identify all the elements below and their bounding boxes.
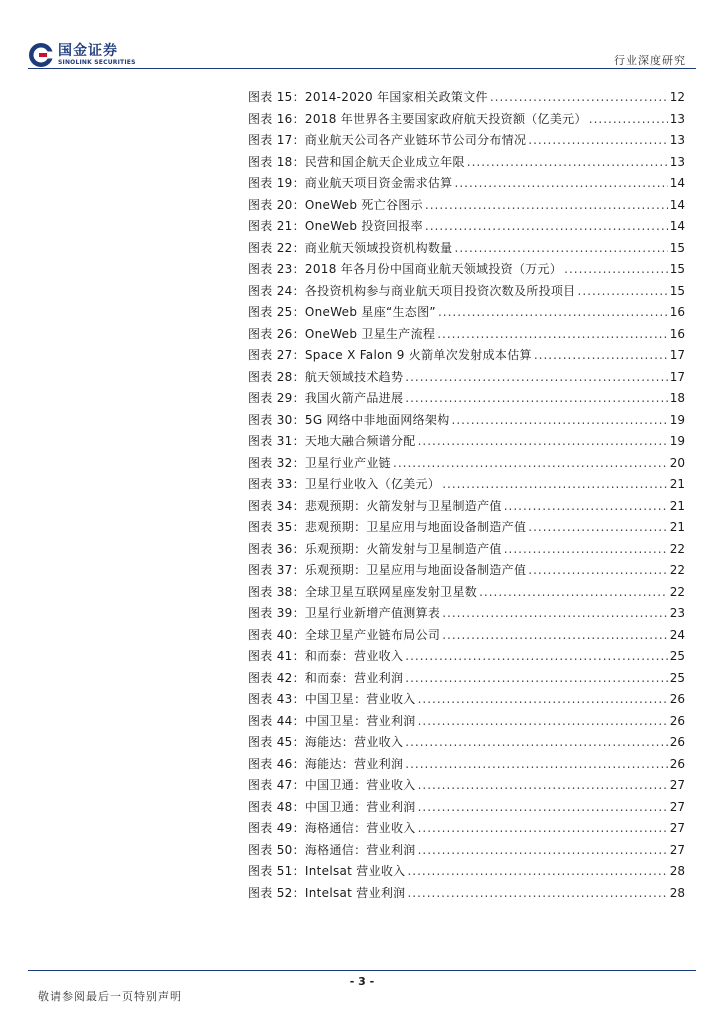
toc-entry-title: 图表 17：商业航天公司各产业链环节公司分布情况: [248, 133, 527, 147]
toc-entry[interactable]: [248, 583, 685, 605]
logo-chinese-name: 国金证券: [58, 42, 118, 59]
toc-entry-title: 图表 43：中国卫星：营业收入: [248, 692, 416, 706]
toc-entry-page: 17: [669, 348, 685, 362]
toc-leader-dots: [534, 348, 668, 362]
toc-leader-dots: [589, 112, 668, 126]
toc-entry-title: 图表 16：2018 年世界各主要国家政府航天投资额（亿美元）: [248, 111, 587, 126]
toc-entry-page: 27: [669, 821, 685, 835]
toc-entry-title: 图表 34：悲观预期：火箭发射与卫星制造产值: [248, 498, 502, 513]
toc-entry-page: 20: [669, 455, 685, 470]
toc-entry-title: 图表 27：Space X Falon 9 火箭单次发射成本估算: [248, 348, 532, 362]
toc-entry-page: 15: [669, 283, 685, 298]
toc-leader-dots: [405, 391, 667, 405]
toc-entry[interactable]: [248, 819, 685, 841]
toc-leader-dots: [479, 585, 668, 599]
toc-entry[interactable]: [248, 497, 685, 519]
toc-entry-page: 27: [669, 842, 685, 857]
toc-leader-dots: [418, 821, 668, 835]
toc-entry[interactable]: [248, 196, 685, 218]
toc-entry-title: 图表 18：民营和国企航天企业成立年限: [248, 154, 465, 169]
toc-entry[interactable]: [248, 325, 685, 347]
toc-entry-page: 19: [669, 434, 685, 448]
toc-entry[interactable]: [248, 475, 685, 497]
toc-entry[interactable]: [248, 798, 685, 820]
toc-entry-page: 13: [669, 111, 685, 126]
toc-entry[interactable]: [248, 518, 685, 540]
toc-entry-title: 图表 19：商业航天项目资金需求估算: [248, 176, 453, 190]
toc-entry-title: 图表 36：乐观预期：火箭发射与卫星制造产值: [248, 541, 502, 556]
toc-leader-dots: [418, 800, 668, 814]
toc-entry-title: 图表 42：和而泰：营业利润: [248, 670, 404, 685]
toc-entry[interactable]: [248, 368, 685, 390]
toc-entry[interactable]: [248, 454, 685, 476]
toc-entry-page: 26: [669, 735, 685, 749]
toc-entry[interactable]: [248, 669, 685, 691]
toc-entry-title: 图表 46：海能达：营业利润: [248, 756, 404, 771]
toc-leader-dots: [438, 305, 668, 319]
toc-entry-page: 21: [669, 498, 685, 513]
toc-entry-title: 图表 32：卫星行业产业链: [248, 455, 391, 470]
toc-entry-title: 图表 52：Intelsat 营业利润: [248, 885, 406, 900]
toc-leader-dots: [405, 649, 667, 663]
toc-entry-title: 图表 39：卫星行业新增产值测算表: [248, 606, 441, 620]
toc-leader-dots: [442, 628, 668, 642]
toc-entry-title: 图表 35：悲观预期：卫星应用与地面设备制造产值: [248, 520, 527, 534]
toc-entry-page: 26: [669, 692, 685, 706]
toc-entry-page: 13: [669, 133, 685, 147]
toc-entry-page: 22: [669, 563, 685, 577]
toc-entry[interactable]: [248, 690, 685, 712]
toc-entry-title: 图表 45：海能达：营业收入: [248, 735, 404, 749]
toc-leader-dots: [425, 219, 668, 233]
toc-entry[interactable]: [248, 110, 685, 132]
toc-leader-dots: [504, 499, 668, 513]
toc-entry[interactable]: [248, 884, 685, 906]
toc-entry[interactable]: [248, 432, 685, 454]
document-type: 行业深度研究: [614, 54, 686, 67]
toc-entry-page: 28: [669, 864, 685, 878]
toc-entry[interactable]: [248, 862, 685, 884]
toc-leader-dots: [504, 542, 668, 556]
toc-entry-page: 22: [669, 584, 685, 599]
toc-entry-page: 14: [669, 197, 685, 212]
toc-entry-title: 图表 40：全球卫星产业链布局公司: [248, 627, 441, 642]
toc-entry-page: 14: [669, 219, 685, 233]
table-of-figures: [248, 88, 685, 905]
toc-entry-page: 15: [669, 240, 685, 255]
toc-leader-dots: [407, 864, 667, 878]
toc-entry-page: 28: [669, 885, 685, 900]
toc-leader-dots: [578, 284, 668, 298]
toc-entry-title: 图表 22：商业航天领域投资机构数量: [248, 240, 453, 255]
toc-leader-dots: [455, 241, 668, 255]
toc-leader-dots: [407, 886, 667, 900]
toc-leader-dots: [437, 327, 668, 341]
toc-entry-page: 27: [669, 799, 685, 814]
toc-entry[interactable]: [248, 174, 685, 196]
toc-entry[interactable]: [248, 776, 685, 798]
toc-entry-page: 25: [669, 670, 685, 685]
header-divider: [28, 68, 696, 69]
toc-entry[interactable]: [248, 626, 685, 648]
footer-divider: [28, 970, 696, 971]
toc-entry[interactable]: [248, 604, 685, 626]
toc-entry-title: 图表 51：Intelsat 营业收入: [248, 864, 406, 878]
toc-entry-page: 16: [669, 305, 685, 319]
toc-leader-dots: [564, 262, 668, 276]
toc-entry[interactable]: [248, 647, 685, 669]
toc-leader-dots: [418, 714, 668, 728]
toc-entry-title: 图表 25：OneWeb 星座“生态图”: [248, 305, 436, 319]
toc-leader-dots: [528, 520, 667, 534]
toc-entry-page: 14: [669, 176, 685, 190]
page-header: [0, 0, 724, 80]
toc-entry[interactable]: [248, 540, 685, 562]
toc-leader-dots: [455, 176, 668, 190]
toc-entry[interactable]: [248, 131, 685, 153]
toc-leader-dots: [452, 413, 668, 427]
toc-entry-title: 图表 37：乐观预期：卫星应用与地面设备制造产值: [248, 563, 527, 577]
toc-entry-page: 26: [669, 713, 685, 728]
toc-entry[interactable]: [248, 389, 685, 411]
toc-entry-page: 26: [669, 756, 685, 771]
toc-entry-title: 图表 23：2018 年各月份中国商业航天领域投资（万元）: [248, 262, 563, 276]
toc-entry-title: 图表 31：天地大融合频谱分配: [248, 434, 416, 448]
toc-entry-page: 25: [669, 649, 685, 663]
sinolink-logo-icon: [28, 42, 54, 68]
toc-entry-title: 图表 26：OneWeb 卫星生产流程: [248, 326, 436, 341]
toc-entry-page: 19: [669, 412, 685, 427]
toc-entry-page: 22: [669, 541, 685, 556]
toc-entry-title: 图表 33：卫星行业收入（亿美元）: [248, 477, 441, 491]
company-logo: [28, 42, 136, 68]
toc-entry[interactable]: [248, 282, 685, 304]
toc-entry-page: 23: [669, 606, 685, 620]
toc-leader-dots: [418, 692, 668, 706]
toc-entry[interactable]: [248, 841, 685, 863]
toc-entry-title: 图表 41：和而泰：营业收入: [248, 649, 404, 663]
toc-entry-title: 图表 29：我国火箭产品进展: [248, 391, 404, 405]
toc-leader-dots: [418, 434, 668, 448]
toc-entry-title: 图表 24：各投资机构参与商业航天项目投资次数及所投项目: [248, 283, 576, 298]
toc-entry[interactable]: [248, 712, 685, 734]
toc-entry[interactable]: [248, 755, 685, 777]
toc-leader-dots: [467, 155, 668, 169]
toc-entry-title: 图表 48：中国卫通：营业利润: [248, 799, 416, 814]
toc-entry-page: 21: [669, 477, 685, 491]
toc-entry[interactable]: [248, 346, 685, 368]
toc-leader-dots: [393, 456, 668, 470]
toc-entry-title: 图表 47：中国卫通：营业收入: [248, 778, 416, 792]
toc-entry-page: 24: [669, 627, 685, 642]
toc-leader-dots: [405, 735, 667, 749]
toc-entry-page: 16: [669, 326, 685, 341]
toc-leader-dots: [405, 370, 667, 384]
toc-entry[interactable]: [248, 88, 685, 110]
toc-leader-dots: [528, 133, 667, 147]
toc-entry-page: 17: [669, 369, 685, 384]
toc-entry[interactable]: [248, 411, 685, 433]
toc-leader-dots: [528, 563, 667, 577]
toc-entry-title: 图表 15：2014-2020 年国家相关政策文件: [248, 90, 488, 104]
toc-entry[interactable]: [248, 239, 685, 261]
toc-leader-dots: [405, 757, 667, 771]
toc-entry[interactable]: [248, 260, 685, 282]
toc-entry-title: 图表 49：海格通信：营业收入: [248, 821, 416, 835]
toc-entry-title: 图表 44：中国卫星：营业利润: [248, 713, 416, 728]
toc-entry-page: 15: [669, 262, 685, 276]
toc-entry[interactable]: [248, 303, 685, 325]
disclaimer-text: 敬请参阅最后一页特别声明: [38, 990, 182, 1003]
toc-entry-page: 21: [669, 520, 685, 534]
toc-entry-title: 图表 20：OneWeb 死亡谷图示: [248, 197, 423, 212]
toc-entry-title: 图表 30：5G 网络中非地面网络架构: [248, 412, 450, 427]
toc-entry-page: 18: [669, 391, 685, 405]
toc-entry[interactable]: [248, 217, 685, 239]
toc-leader-dots: [442, 477, 668, 491]
toc-entry-page: 12: [669, 90, 685, 104]
toc-entry[interactable]: [248, 561, 685, 583]
toc-entry-title: 图表 21：OneWeb 投资回报率: [248, 219, 423, 233]
toc-leader-dots: [425, 198, 668, 212]
toc-entry-title: 图表 28：航天领域技术趋势: [248, 369, 404, 384]
toc-leader-dots: [418, 843, 668, 857]
toc-leader-dots: [490, 90, 668, 104]
toc-entry-title: 图表 38：全球卫星互联网星座发射卫星数: [248, 584, 478, 599]
toc-entry-title: 图表 50：海格通信：营业利润: [248, 842, 416, 857]
toc-entry[interactable]: [248, 733, 685, 755]
toc-entry-page: 27: [669, 778, 685, 792]
toc-leader-dots: [405, 671, 667, 685]
page-number: - 3 -: [349, 975, 375, 988]
toc-entry[interactable]: [248, 153, 685, 175]
toc-leader-dots: [418, 778, 668, 792]
toc-entry-page: 13: [669, 154, 685, 169]
logo-english-name: SINOLINK SECURITIES: [58, 58, 136, 66]
toc-leader-dots: [442, 606, 668, 620]
